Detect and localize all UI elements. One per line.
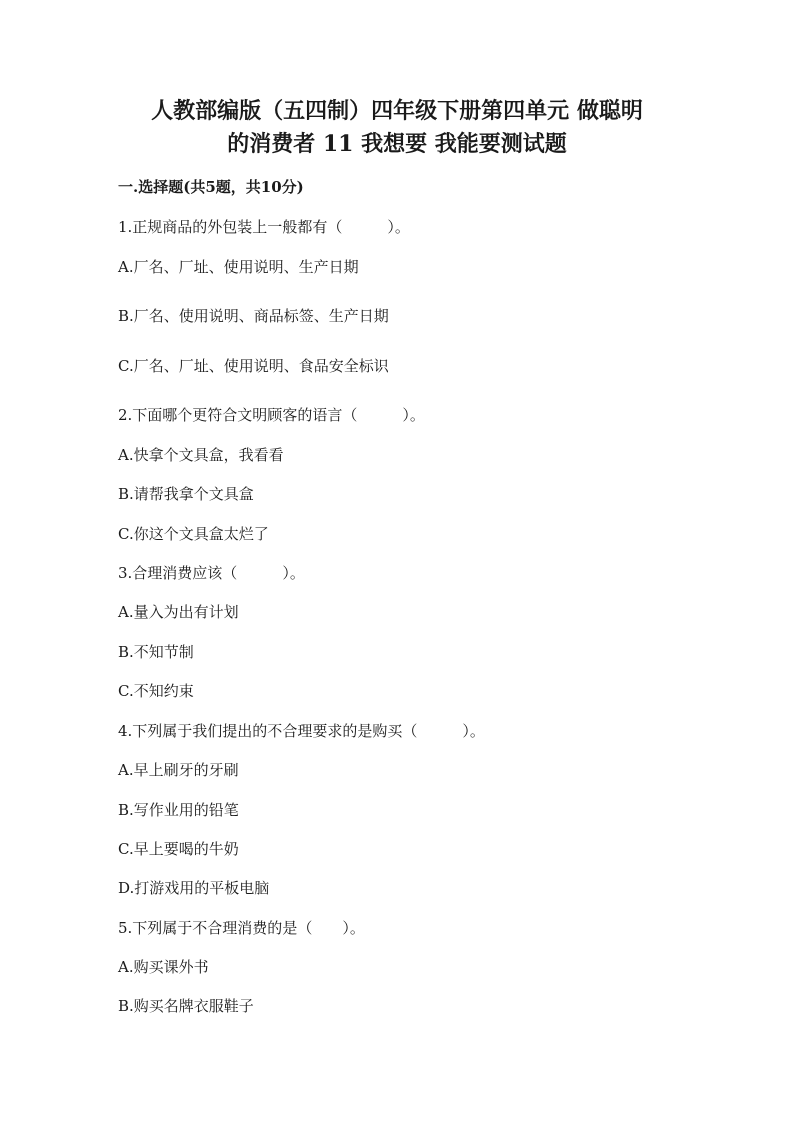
question-3-option-a: A.量入为出有计划 xyxy=(118,603,239,621)
question-4-stem: 4.下列属于我们提出的不合理要求的是购买（ ）。 xyxy=(118,722,485,740)
section-heading: 一.选择题(共5题，共10分) xyxy=(118,178,304,196)
document-title-line-1: 人教部编版（五四制）四年级下册第四单元 做聪明 xyxy=(151,98,643,124)
question-4-option-a: A.早上刷牙的牙刷 xyxy=(118,761,239,779)
question-3-stem: 3.合理消费应该（ ）。 xyxy=(118,564,305,582)
question-2-option-c: C.你这个文具盒太烂了 xyxy=(118,525,269,543)
question-3-option-c: C.不知约束 xyxy=(118,682,194,700)
question-1-option-b: B.厂名、使用说明、商品标签、生产日期 xyxy=(118,307,389,325)
question-1-option-a: A.厂名、厂址、使用说明、生产日期 xyxy=(118,258,359,276)
question-2-option-b: B.请帮我拿个文具盒 xyxy=(118,485,254,503)
question-4-option-b: B.写作业用的铅笔 xyxy=(118,801,239,819)
question-2-stem: 2.下面哪个更符合文明顾客的语言（ ）。 xyxy=(118,406,425,424)
question-1-option-c: C.厂名、厂址、使用说明、食品安全标识 xyxy=(118,357,389,375)
question-4-option-d: D.打游戏用的平板电脑 xyxy=(118,879,270,897)
question-1-stem: 1.正规商品的外包装上一般都有（ ）。 xyxy=(118,218,410,236)
question-5-stem: 5.下列属于不合理消费的是（ ）。 xyxy=(118,919,365,937)
question-4-option-c: C.早上要喝的牛奶 xyxy=(118,840,239,858)
document-title-line-2: 的消费者 11 我想要 我能要测试题 xyxy=(227,131,567,157)
question-5-option-b: B.购买名牌衣服鞋子 xyxy=(118,997,254,1015)
question-2-option-a: A.快拿个文具盒，我看看 xyxy=(118,446,284,464)
question-3-option-b: B.不知节制 xyxy=(118,643,194,661)
question-5-option-a: A.购买课外书 xyxy=(118,958,209,976)
